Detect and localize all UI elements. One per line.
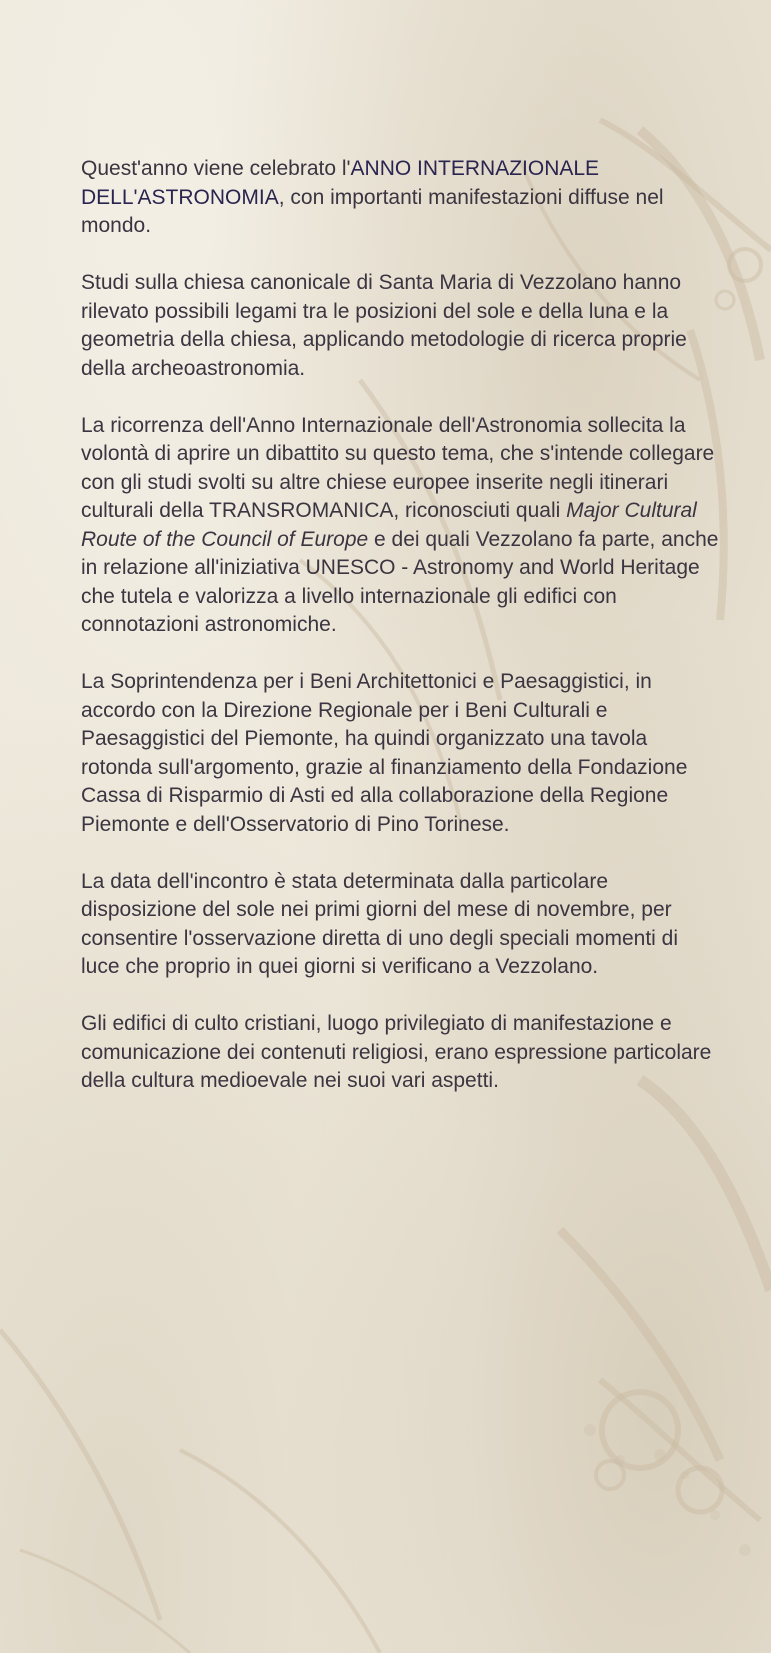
- event-name: ANNO INTERNAZIONALE DELL'ASTRONOMIA: [81, 157, 600, 209]
- intro-text-end: , con importanti manifestazioni diffuse nel mondo.: [81, 185, 664, 237]
- article-text: [81, 155, 721, 1124]
- paragraph-studies: Studi sulla chiesa canonicale di Santa Maria di Vezzolano hanno rilevato possibili legami tra le posizioni del sole e della luna e la geometria della chiesa, applicando metodologie di ricerca proprie della archeoastronomia.: [81, 271, 687, 380]
- paragraph-anniversary: [81, 412, 721, 640]
- paragraph-organization: La Soprintendenza per i Beni Architettonici e Paesaggistici, in accordo con la Direzione Regionale per i Beni Culturali e Paesaggistici del Piemonte, ha quindi organizzato una tavola rotonda sull'argomento, grazie al finanziamento della Fondazione Cassa di Risparmio di Asti ed alla collaborazione della Regione Piemonte e dell'Osservatorio di Pino Torinese.: [81, 670, 688, 836]
- anniversary-text-end: e dei quali Vezzolano fa parte, anche in relazione all'iniziativa UNESCO - Astronomy and World Heritage che tutela e valorizza a livello internazionale gli edifici con connotazioni astronomiche.: [81, 527, 719, 636]
- paragraph-intro: [81, 155, 721, 241]
- paragraph-conclusion: Gli edifici di culto cristiani, luogo privilegiato di manifestazione e comunicazione dei contenuti religiosi, erano espressione particolare della cultura medioevale nei suoi vari aspetti.: [81, 1012, 712, 1092]
- anniversary-text-start: La ricorrenza dell'Anno Internazionale dell'Astronomia sollecita la volontà di aprire un dibattito su questo tema, che s'intende collegare con gli studi svolti su altre chiese europee inserite negli itinerari culturali della TRANSROMANICA, riconosciuti quali: [81, 413, 715, 522]
- cultural-route-title: Major Cultural Route of the Council of Europe: [81, 499, 697, 551]
- intro-text-start: Quest'anno viene celebrato l': [81, 157, 351, 180]
- paragraph-date: La data dell'incontro è stata determinata dalla particolare disposizione del sole nei primi giorni del mese di novembre, per consentire l'osservazione diretta di uno degli speciali momenti di luce che proprio in quei giorni si verificano a Vezzolano.: [81, 869, 678, 978]
